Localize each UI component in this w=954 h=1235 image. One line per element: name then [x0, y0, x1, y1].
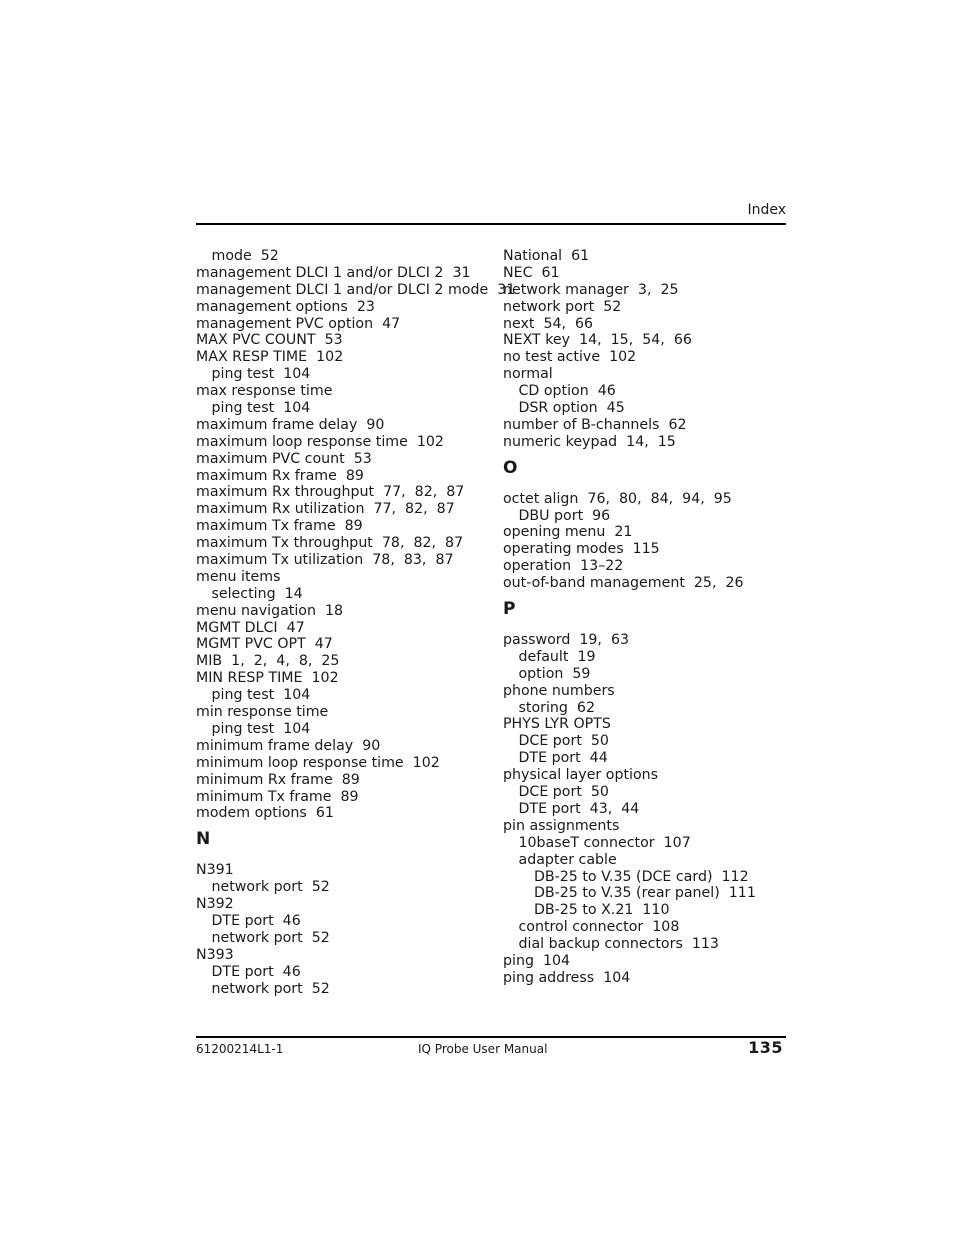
index-entry: maximum PVC count 53 — [196, 450, 372, 467]
index-entry: maximum Rx throughput 77, 82, 87 — [196, 484, 465, 501]
page-number: 135 — [748, 1038, 783, 1057]
index-entry: management options 23 — [196, 298, 375, 315]
index-entry: pin assignments — [503, 817, 620, 834]
index-entry: opening menu 21 — [503, 524, 633, 541]
index-entry: normal — [503, 366, 553, 383]
manual-title: IQ Probe User Manual — [418, 1042, 548, 1056]
index-entry: maximum Rx utilization 77, 82, 87 — [196, 501, 455, 518]
index-subentry: default 19 — [518, 648, 596, 665]
index-entry: MAX RESP TIME 102 — [196, 349, 344, 366]
running-head: Index — [747, 202, 786, 218]
index-entry: min response time — [196, 704, 329, 721]
index-entry: physical layer options — [503, 767, 659, 784]
index-entry: maximum loop response time 102 — [196, 433, 444, 450]
index-subentry: ping test 104 — [211, 687, 311, 704]
section-letter: N — [196, 829, 211, 850]
index-entry: numeric keypad 14, 15 — [503, 433, 676, 450]
index-entry: National 61 — [503, 248, 590, 264]
index-entry: management DLCI 1 and/or DLCI 2 mode 31 — [196, 281, 516, 298]
index-entry: PHYS LYR OPTS — [503, 716, 611, 733]
index-subentry: DTE port 46 — [211, 963, 301, 980]
index-column-right — [503, 248, 803, 987]
index-entry: N393 — [196, 946, 234, 963]
index-entry: network port 52 — [503, 298, 622, 315]
index-entry: password 19, 63 — [503, 632, 630, 649]
index-entry: management DLCI 1 and/or DLCI 2 31 — [196, 264, 471, 281]
index-subentry: 10baseT connector 107 — [518, 834, 691, 851]
index-entry: next 54, 66 — [503, 315, 594, 332]
index-entry: number of B-channels 62 — [503, 416, 687, 433]
index-column-left — [196, 248, 516, 997]
index-subentry: mode 52 — [211, 248, 279, 264]
index-entry: network manager 3, 25 — [503, 281, 679, 298]
index-subentry: ping test 104 — [211, 366, 311, 383]
index-entry: N392 — [196, 896, 234, 913]
index-entry: modem options 61 — [196, 805, 334, 822]
index-entry: MAX PVC COUNT 53 — [196, 332, 343, 349]
header-rule — [196, 223, 786, 225]
index-entry: no test active 102 — [503, 349, 637, 366]
index-entry: phone numbers — [503, 682, 615, 699]
index-subentry: adapter cable — [518, 851, 617, 868]
index-entry: minimum loop response time 102 — [196, 754, 440, 771]
index-entry: MIB 1, 2, 4, 8, 25 — [196, 653, 340, 670]
index-subentry: DTE port 44 — [518, 750, 608, 767]
index-entry: NEC 61 — [503, 264, 560, 281]
index-subentry: storing 62 — [518, 699, 595, 716]
index-entry: out-of-band management 25, 26 — [503, 575, 744, 592]
index-subentry: ping test 104 — [211, 400, 311, 417]
index-entry: N391 — [196, 862, 234, 879]
index-subentry: DBU port 96 — [518, 507, 611, 524]
index-subentry: CD option 46 — [518, 383, 616, 400]
index-subentry: option 59 — [518, 665, 591, 682]
index-subentry: selecting 14 — [211, 585, 303, 602]
index-entry: maximum Tx frame 89 — [196, 518, 363, 535]
index-entry: minimum frame delay 90 — [196, 737, 381, 754]
index-entry: maximum Rx frame 89 — [196, 467, 364, 484]
index-entry: maximum Tx utilization 78, 83, 87 — [196, 552, 454, 569]
footer-rule — [196, 1036, 786, 1038]
section-letter: O — [503, 457, 518, 478]
index-subentry: ping test 104 — [211, 720, 311, 737]
index-subentry: DCE port 50 — [518, 784, 609, 801]
index-subentry: control connector 108 — [518, 919, 680, 936]
index-subentry: DB-25 to V.35 (rear panel) 111 — [534, 885, 756, 902]
index-entry: max response time — [196, 383, 333, 400]
index-entry: MIN RESP TIME 102 — [196, 670, 339, 687]
index-entry: minimum Rx frame 89 — [196, 771, 360, 788]
index-entry: management PVC option 47 — [196, 315, 401, 332]
index-entry: menu navigation 18 — [196, 602, 344, 619]
index-entry: maximum Tx throughput 78, 82, 87 — [196, 535, 464, 552]
index-entry: maximum frame delay 90 — [196, 416, 385, 433]
index-subentry: DSR option 45 — [518, 400, 625, 417]
index-entry: NEXT key 14, 15, 54, 66 — [503, 332, 692, 349]
index-subentry: DTE port 46 — [211, 912, 301, 929]
index-entry: minimum Tx frame 89 — [196, 788, 359, 805]
index-entry: octet align 76, 80, 84, 94, 95 — [503, 490, 732, 507]
index-subentry: DCE port 50 — [518, 733, 609, 750]
document-number: 61200214L1-1 — [196, 1042, 284, 1056]
index-subentry: DTE port 43, 44 — [518, 800, 640, 817]
section-letter: P — [503, 599, 516, 620]
index-entry: operating modes 115 — [503, 541, 660, 558]
index-entry: MGMT DLCI 47 — [196, 619, 305, 636]
index-entry: ping address 104 — [503, 969, 631, 986]
index-entry: ping 104 — [503, 952, 571, 969]
index-subentry: network port 52 — [211, 929, 330, 946]
index-subentry: DB-25 to V.35 (DCE card) 112 — [534, 868, 749, 885]
index-subentry: network port 52 — [211, 980, 330, 997]
index-subentry: dial backup connectors 113 — [518, 936, 719, 953]
index-subentry: DB-25 to X.21 110 — [534, 902, 670, 919]
index-entry: menu items — [196, 568, 281, 585]
index-entry: MGMT PVC OPT 47 — [196, 636, 333, 653]
index-subentry: network port 52 — [211, 879, 330, 896]
index-entry: operation 13–22 — [503, 558, 624, 575]
